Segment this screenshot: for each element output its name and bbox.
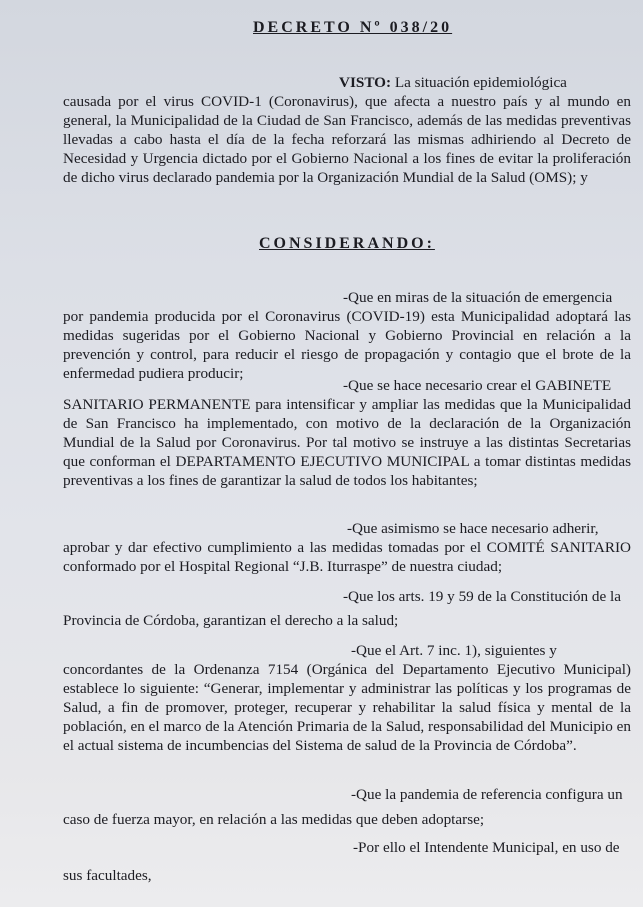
visto-label: VISTO: bbox=[339, 74, 392, 91]
paragraph-1-body: por pandemia producida por el Coronavirus (COVID-19) esta Municipalidad adoptará las medidas sugeridas por el Gobierno Nacional y Gobierno Provincial en relación a la prevención y control, para reducir el riesgo de propagación y contagio que el brote de la enfermedad pudiera producir; bbox=[63, 308, 631, 382]
visto-body: causada por el virus COVID-1 (Coronavirus), que afecta a nuestro país y al mundo en general, la Municipalidad de la Ciudad de San Francisco, además de las medidas preventivas llevadas a cabo hasta el día de la fecha reforzará las mismas adhiriendo al Decreto de Necesidad y Urgencia dictado por el Gobierno Nacional a los fines de evitar la proliferación de dicho virus declarado pandemia por la Organización Mundial de la Salud (OMS); y bbox=[63, 93, 631, 186]
paragraph-5-body: concordantes de la Ordenanza 7154 (Orgánica del Departamento Ejecutivo Municipal) establece lo siguiente: “Generar, implementar y administrar las políticas y los programas de Salud, a fin de promover, proteger, recuperar y rehabilitar la salud física y mental de la población, en el marco de la Atención Primaria de la Salud, responsabilidad del Municipio en el actual sistema de incumbencias del Sistema de salud de la Provincia de Córdoba”. bbox=[63, 661, 631, 754]
paragraph-7-first: -Por ello el Intendente Municipal, en uso de bbox=[353, 839, 620, 856]
paragraph-4-body: Provincia de Córdoba, garantizan el derecho a la salud; bbox=[63, 612, 399, 629]
paragraph-1-first: -Que en miras de la situación de emergencia bbox=[343, 289, 613, 306]
paragraph-2-first: -Que se hace necesario crear el GABINETE bbox=[343, 377, 612, 394]
paragraph-5-first: -Que el Art. 7 inc. 1), siguientes y bbox=[351, 642, 557, 659]
visto-first-text: La situación epidemiológica bbox=[394, 74, 567, 91]
paragraph-3-body: aprobar y dar efectivo cumplimiento a las medidas tomadas por el COMITÉ SANITARIO conformado por el Hospital Regional “J.B. Iturraspe” de nuestra ciudad; bbox=[63, 539, 631, 575]
paragraph-6-first: -Que la pandemia de referencia configura un bbox=[351, 786, 623, 803]
decree-title: DECRETO Nº 038/20 bbox=[253, 19, 453, 36]
considerando-heading: CONSIDERANDO: bbox=[259, 235, 435, 252]
paragraph-4-first: -Que los arts. 19 y 59 de la Constitución de la bbox=[343, 588, 621, 605]
visto-first-line bbox=[339, 73, 567, 92]
paragraph-3-first: -Que asimismo se hace necesario adherir, bbox=[347, 520, 599, 537]
paragraph-7-body: sus facultades, bbox=[63, 867, 152, 884]
paragraph-6-body: caso de fuerza mayor, en relación a las medidas que deben adoptarse; bbox=[63, 811, 485, 828]
paragraph-2-body: SANITARIO PERMANENTE para intensificar y ampliar las medidas que la Municipalidad de San Francisco ha implementado, con motivo de la declaración de la Organización Mundial de la Salud por Coronavirus. Por tal motivo se instruye a las distintas Secretarias que conforman el DEPARTAMENTO EJECUTIVO MUNICIPAL a tomar distintas medidas preventivas a los fines de garantizar la salud de todos los habitantes; bbox=[63, 396, 631, 489]
